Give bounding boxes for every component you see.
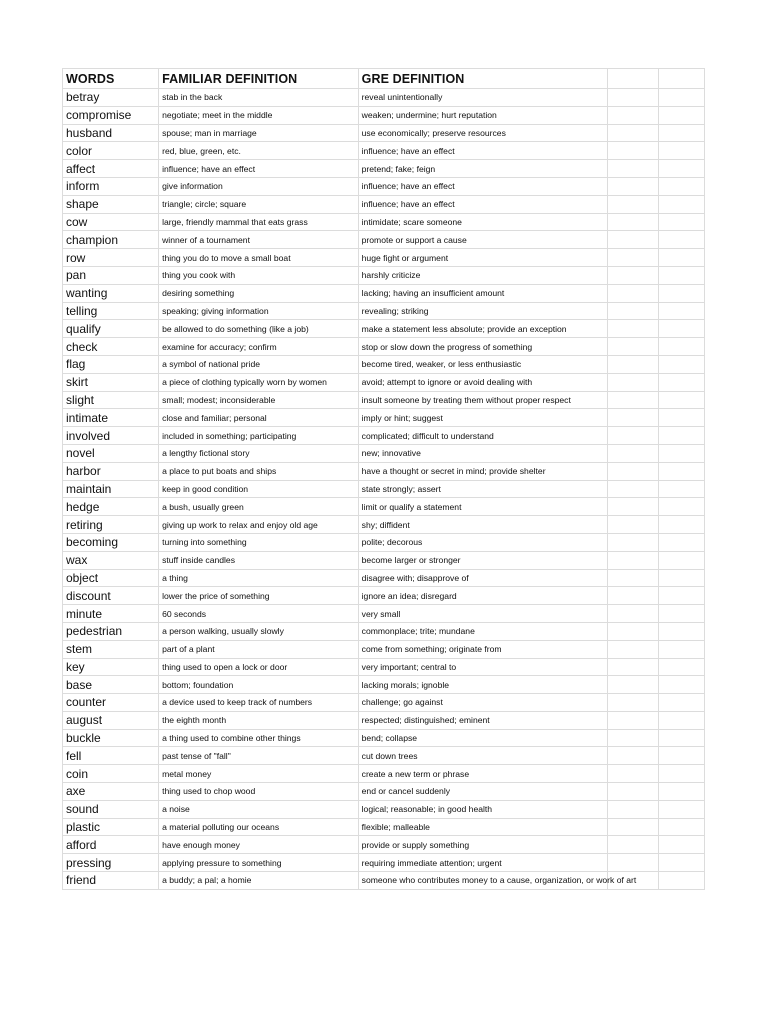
- gre-definition-cell: pretend; fake; feign: [358, 160, 607, 178]
- table-row: [63, 783, 705, 801]
- gre-definition-cell: lacking morals; ignoble: [358, 676, 607, 694]
- familiar-definition-cell: have enough money: [159, 836, 359, 854]
- familiar-definition-cell: a material polluting our oceans: [159, 818, 359, 836]
- gre-definition-cell: logical; reasonable; in good health: [358, 800, 607, 818]
- gre-definition-cell: cut down trees: [358, 747, 607, 765]
- empty-cell: [607, 302, 658, 320]
- familiar-definition-cell: included in something; participating: [159, 427, 359, 445]
- empty-cell: [607, 69, 658, 89]
- word-cell: becoming: [63, 533, 159, 551]
- familiar-definition-cell: past tense of "fall": [159, 747, 359, 765]
- vocabulary-table-body: [63, 69, 705, 890]
- empty-cell: [607, 427, 658, 445]
- empty-cell: [607, 729, 658, 747]
- familiar-definition-cell: the eighth month: [159, 711, 359, 729]
- header-words: WORDS: [63, 69, 159, 89]
- familiar-definition-cell: speaking; giving information: [159, 302, 359, 320]
- familiar-definition-cell: thing you cook with: [159, 266, 359, 284]
- empty-cell: [658, 729, 705, 747]
- familiar-definition-cell: a person walking, usually slowly: [159, 622, 359, 640]
- gre-definition-cell: state strongly; assert: [358, 480, 607, 498]
- table-row: [63, 640, 705, 658]
- empty-cell: [658, 284, 705, 302]
- word-cell: sound: [63, 800, 159, 818]
- empty-cell: [607, 266, 658, 284]
- empty-cell: [607, 177, 658, 195]
- empty-cell: [658, 783, 705, 801]
- familiar-definition-cell: red, blue, green, etc.: [159, 142, 359, 160]
- empty-cell: [607, 854, 658, 872]
- gre-definition-cell: come from something; originate from: [358, 640, 607, 658]
- empty-cell: [658, 355, 705, 373]
- gre-definition-cell: influence; have an effect: [358, 195, 607, 213]
- empty-cell: [658, 213, 705, 231]
- familiar-definition-cell: thing you do to move a small boat: [159, 249, 359, 267]
- word-cell: involved: [63, 427, 159, 445]
- table-row: [63, 320, 705, 338]
- empty-cell: [658, 231, 705, 249]
- familiar-definition-cell: close and familiar; personal: [159, 409, 359, 427]
- empty-cell: [658, 462, 705, 480]
- empty-cell: [658, 266, 705, 284]
- gre-definition-cell: insult someone by treating them without proper respect: [358, 391, 607, 409]
- empty-cell: [607, 551, 658, 569]
- word-cell: pedestrian: [63, 622, 159, 640]
- empty-cell: [658, 836, 705, 854]
- table-row: [63, 249, 705, 267]
- gre-definition-cell: bend; collapse: [358, 729, 607, 747]
- gre-definition-cell: limit or qualify a statement: [358, 498, 607, 516]
- empty-cell: [607, 605, 658, 623]
- word-cell: friend: [63, 872, 159, 890]
- table-row: [63, 427, 705, 445]
- gre-definition-cell: use economically; preserve resources: [358, 124, 607, 142]
- gre-definition-cell: influence; have an effect: [358, 142, 607, 160]
- table-row: [63, 658, 705, 676]
- familiar-definition-cell: small; modest; inconsiderable: [159, 391, 359, 409]
- empty-cell: [658, 747, 705, 765]
- familiar-definition-cell: metal money: [159, 765, 359, 783]
- table-row: [63, 106, 705, 124]
- empty-cell: [607, 124, 658, 142]
- empty-cell: [607, 355, 658, 373]
- table-row: [63, 480, 705, 498]
- empty-cell: [658, 622, 705, 640]
- gre-definition-cell: provide or supply something: [358, 836, 607, 854]
- empty-cell: [607, 160, 658, 178]
- empty-cell: [658, 694, 705, 712]
- gre-definition-cell: become tired, weaker, or less enthusiastic: [358, 355, 607, 373]
- gre-definition-cell: new; innovative: [358, 444, 607, 462]
- familiar-definition-cell: large, friendly mammal that eats grass: [159, 213, 359, 231]
- familiar-definition-cell: thing used to open a lock or door: [159, 658, 359, 676]
- word-cell: coin: [63, 765, 159, 783]
- gre-definition-cell: weaken; undermine; hurt reputation: [358, 106, 607, 124]
- word-cell: august: [63, 711, 159, 729]
- header-row: [63, 69, 705, 89]
- word-cell: maintain: [63, 480, 159, 498]
- empty-cell: [658, 142, 705, 160]
- empty-cell: [607, 765, 658, 783]
- familiar-definition-cell: a noise: [159, 800, 359, 818]
- word-cell: stem: [63, 640, 159, 658]
- table-row: [63, 729, 705, 747]
- word-cell: telling: [63, 302, 159, 320]
- gre-definition-cell: intimidate; scare someone: [358, 213, 607, 231]
- header-familiar-definition: FAMILIAR DEFINITION: [159, 69, 359, 89]
- familiar-definition-cell: a piece of clothing typically worn by women: [159, 373, 359, 391]
- gre-definition-cell: stop or slow down the progress of something: [358, 338, 607, 356]
- empty-cell: [607, 836, 658, 854]
- empty-cell: [607, 658, 658, 676]
- word-cell: harbor: [63, 462, 159, 480]
- table-row: [63, 89, 705, 107]
- gre-definition-cell: harshly criticize: [358, 266, 607, 284]
- empty-cell: [607, 800, 658, 818]
- empty-cell: [607, 373, 658, 391]
- empty-cell: [658, 249, 705, 267]
- familiar-definition-cell: part of a plant: [159, 640, 359, 658]
- table-row: [63, 338, 705, 356]
- word-cell: shape: [63, 195, 159, 213]
- empty-cell: [658, 373, 705, 391]
- table-row: [63, 142, 705, 160]
- gre-definition-cell: disagree with; disapprove of: [358, 569, 607, 587]
- empty-cell: [658, 89, 705, 107]
- familiar-definition-cell: influence; have an effect: [159, 160, 359, 178]
- empty-cell: [607, 711, 658, 729]
- empty-cell: [607, 338, 658, 356]
- familiar-definition-cell: applying pressure to something: [159, 854, 359, 872]
- empty-cell: [658, 480, 705, 498]
- table-row: [63, 195, 705, 213]
- empty-cell: [607, 89, 658, 107]
- familiar-definition-cell: 60 seconds: [159, 605, 359, 623]
- word-cell: key: [63, 658, 159, 676]
- empty-cell: [658, 427, 705, 445]
- empty-cell: [658, 605, 705, 623]
- table-row: [63, 231, 705, 249]
- gre-definition-cell: requiring immediate attention; urgent: [358, 854, 607, 872]
- table-row: [63, 676, 705, 694]
- word-cell: pressing: [63, 854, 159, 872]
- empty-cell: [658, 587, 705, 605]
- table-row: [63, 124, 705, 142]
- gre-definition-cell: create a new term or phrase: [358, 765, 607, 783]
- table-row: [63, 160, 705, 178]
- gre-definition-cell: shy; diffident: [358, 516, 607, 534]
- word-cell: cow: [63, 213, 159, 231]
- table-row: [63, 462, 705, 480]
- gre-definition-cell: ignore an idea; disregard: [358, 587, 607, 605]
- empty-cell: [658, 818, 705, 836]
- word-cell: discount: [63, 587, 159, 605]
- gre-definition-cell: challenge; go against: [358, 694, 607, 712]
- gre-definition-cell: lacking; having an insufficient amount: [358, 284, 607, 302]
- empty-cell: [607, 195, 658, 213]
- table-row: [63, 498, 705, 516]
- gre-definition-cell: promote or support a cause: [358, 231, 607, 249]
- table-row: [63, 800, 705, 818]
- word-cell: minute: [63, 605, 159, 623]
- word-cell: wax: [63, 551, 159, 569]
- word-cell: base: [63, 676, 159, 694]
- familiar-definition-cell: desiring something: [159, 284, 359, 302]
- empty-cell: [607, 516, 658, 534]
- empty-cell: [658, 177, 705, 195]
- familiar-definition-cell: a bush, usually green: [159, 498, 359, 516]
- empty-cell: [607, 640, 658, 658]
- table-row: [63, 266, 705, 284]
- familiar-definition-cell: a lengthy fictional story: [159, 444, 359, 462]
- empty-cell: [607, 783, 658, 801]
- empty-cell: [658, 765, 705, 783]
- empty-cell: [607, 569, 658, 587]
- empty-cell: [658, 640, 705, 658]
- table-row: [63, 213, 705, 231]
- empty-cell: [607, 320, 658, 338]
- word-cell: husband: [63, 124, 159, 142]
- word-cell: pan: [63, 266, 159, 284]
- table-row: [63, 284, 705, 302]
- table-row: [63, 818, 705, 836]
- word-cell: fell: [63, 747, 159, 765]
- empty-cell: [607, 747, 658, 765]
- word-cell: slight: [63, 391, 159, 409]
- gre-definition-cell: respected; distinguished; eminent: [358, 711, 607, 729]
- empty-cell: [658, 872, 705, 890]
- empty-cell: [658, 124, 705, 142]
- vocabulary-table: [62, 68, 705, 890]
- table-row: [63, 373, 705, 391]
- familiar-definition-cell: negotiate; meet in the middle: [159, 106, 359, 124]
- table-row: [63, 587, 705, 605]
- empty-cell: [658, 320, 705, 338]
- table-row: [63, 551, 705, 569]
- header-gre-definition: GRE DEFINITION: [358, 69, 607, 89]
- word-cell: compromise: [63, 106, 159, 124]
- empty-cell: [607, 462, 658, 480]
- gre-definition-cell: complicated; difficult to understand: [358, 427, 607, 445]
- familiar-definition-cell: bottom; foundation: [159, 676, 359, 694]
- gre-definition-cell: very small: [358, 605, 607, 623]
- empty-cell: [607, 818, 658, 836]
- empty-cell: [658, 444, 705, 462]
- empty-cell: [607, 106, 658, 124]
- word-cell: row: [63, 249, 159, 267]
- familiar-definition-cell: triangle; circle; square: [159, 195, 359, 213]
- empty-cell: [658, 569, 705, 587]
- empty-cell: [607, 622, 658, 640]
- empty-cell: [658, 160, 705, 178]
- empty-cell: [658, 551, 705, 569]
- empty-cell: [658, 302, 705, 320]
- table-row: [63, 516, 705, 534]
- word-cell: qualify: [63, 320, 159, 338]
- empty-cell: [658, 106, 705, 124]
- empty-cell: [658, 409, 705, 427]
- empty-cell: [658, 69, 705, 89]
- word-cell: wanting: [63, 284, 159, 302]
- empty-cell: [607, 284, 658, 302]
- word-cell: betray: [63, 89, 159, 107]
- word-cell: retiring: [63, 516, 159, 534]
- word-cell: hedge: [63, 498, 159, 516]
- familiar-definition-cell: turning into something: [159, 533, 359, 551]
- word-cell: counter: [63, 694, 159, 712]
- table-row: [63, 694, 705, 712]
- empty-cell: [607, 587, 658, 605]
- word-cell: inform: [63, 177, 159, 195]
- empty-cell: [607, 391, 658, 409]
- familiar-definition-cell: examine for accuracy; confirm: [159, 338, 359, 356]
- empty-cell: [658, 854, 705, 872]
- word-cell: check: [63, 338, 159, 356]
- empty-cell: [607, 676, 658, 694]
- gre-definition-cell: revealing; striking: [358, 302, 607, 320]
- gre-definition-cell: have a thought or secret in mind; provide shelter: [358, 462, 607, 480]
- table-row: [63, 747, 705, 765]
- table-row: [63, 622, 705, 640]
- table-row: [63, 765, 705, 783]
- familiar-definition-cell: stuff inside candles: [159, 551, 359, 569]
- familiar-definition-cell: a thing used to combine other things: [159, 729, 359, 747]
- word-cell: skirt: [63, 373, 159, 391]
- familiar-definition-cell: winner of a tournament: [159, 231, 359, 249]
- empty-cell: [658, 391, 705, 409]
- table-row: [63, 409, 705, 427]
- table-row: [63, 569, 705, 587]
- word-cell: champion: [63, 231, 159, 249]
- empty-cell: [658, 498, 705, 516]
- table-row: [63, 605, 705, 623]
- familiar-definition-cell: give information: [159, 177, 359, 195]
- empty-cell: [658, 711, 705, 729]
- table-row: [63, 302, 705, 320]
- table-row: [63, 711, 705, 729]
- gre-definition-cell: end or cancel suddenly: [358, 783, 607, 801]
- word-cell: novel: [63, 444, 159, 462]
- empty-cell: [658, 338, 705, 356]
- familiar-definition-cell: stab in the back: [159, 89, 359, 107]
- familiar-definition-cell: lower the price of something: [159, 587, 359, 605]
- familiar-definition-cell: a symbol of national pride: [159, 355, 359, 373]
- gre-definition-cell: very important; central to: [358, 658, 607, 676]
- word-cell: buckle: [63, 729, 159, 747]
- empty-cell: [658, 800, 705, 818]
- familiar-definition-cell: be allowed to do something (like a job): [159, 320, 359, 338]
- gre-definition-cell: make a statement less absolute; provide an exception: [358, 320, 607, 338]
- table-row: [63, 854, 705, 872]
- gre-definition-cell: flexible; malleable: [358, 818, 607, 836]
- table-row: [63, 391, 705, 409]
- empty-cell: [607, 694, 658, 712]
- word-cell: intimate: [63, 409, 159, 427]
- empty-cell: [607, 231, 658, 249]
- gre-definition-cell: become larger or stronger: [358, 551, 607, 569]
- table-row: [63, 836, 705, 854]
- familiar-definition-cell: thing used to chop wood: [159, 783, 359, 801]
- word-cell: color: [63, 142, 159, 160]
- table-row: [63, 872, 705, 890]
- table-row: [63, 444, 705, 462]
- gre-definition-cell: reveal unintentionally: [358, 89, 607, 107]
- familiar-definition-cell: a thing: [159, 569, 359, 587]
- gre-definition-cell: huge fight or argument: [358, 249, 607, 267]
- empty-cell: [607, 213, 658, 231]
- empty-cell: [658, 195, 705, 213]
- word-cell: object: [63, 569, 159, 587]
- word-cell: axe: [63, 783, 159, 801]
- empty-cell: [658, 658, 705, 676]
- familiar-definition-cell: spouse; man in marriage: [159, 124, 359, 142]
- word-cell: afford: [63, 836, 159, 854]
- gre-definition-cell: polite; decorous: [358, 533, 607, 551]
- familiar-definition-cell: a device used to keep track of numbers: [159, 694, 359, 712]
- table-row: [63, 533, 705, 551]
- word-cell: plastic: [63, 818, 159, 836]
- gre-definition-cell: commonplace; trite; mundane: [358, 622, 607, 640]
- table-row: [63, 177, 705, 195]
- gre-definition-cell: influence; have an effect: [358, 177, 607, 195]
- gre-definition-cell: avoid; attempt to ignore or avoid dealing with: [358, 373, 607, 391]
- empty-cell: [607, 409, 658, 427]
- empty-cell: [607, 444, 658, 462]
- familiar-definition-cell: a place to put boats and ships: [159, 462, 359, 480]
- empty-cell: [607, 142, 658, 160]
- word-cell: flag: [63, 355, 159, 373]
- empty-cell: [658, 533, 705, 551]
- empty-cell: [607, 249, 658, 267]
- empty-cell: [658, 676, 705, 694]
- familiar-definition-cell: a buddy; a pal; a homie: [159, 872, 359, 890]
- empty-cell: [658, 516, 705, 534]
- table-row: [63, 355, 705, 373]
- gre-definition-cell: imply or hint; suggest: [358, 409, 607, 427]
- familiar-definition-cell: giving up work to relax and enjoy old age: [159, 516, 359, 534]
- empty-cell: [607, 498, 658, 516]
- empty-cell: [607, 533, 658, 551]
- familiar-definition-cell: keep in good condition: [159, 480, 359, 498]
- empty-cell: [607, 480, 658, 498]
- gre-definition-cell: someone who contributes money to a cause, organization, or work of art: [358, 872, 607, 890]
- word-cell: affect: [63, 160, 159, 178]
